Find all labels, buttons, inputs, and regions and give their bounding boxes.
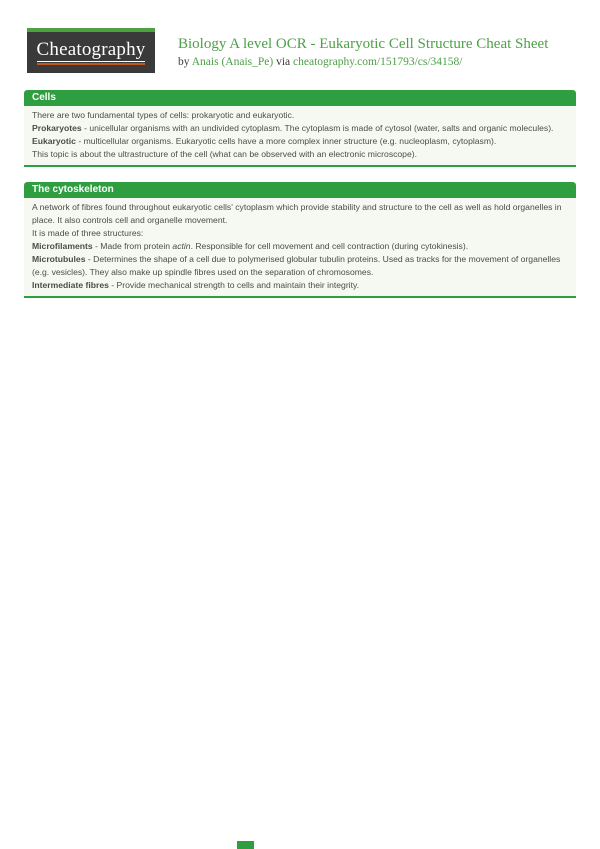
byline-by-label: by [178, 56, 190, 68]
term-label: Microtubules [32, 254, 86, 264]
cheatography-logo[interactable] [27, 28, 155, 73]
term-label: Prokaryotes [32, 123, 82, 133]
italic-term: actin [172, 241, 191, 251]
page-title[interactable]: Biology A level OCR - Eukaryotic Cell Structure Cheat Sheet [178, 36, 549, 52]
text-segment: It is made of three structures: [32, 228, 144, 238]
byline-via-label: via [276, 56, 291, 68]
text-segment: - multicellular organisms. Eukaryotic cells have a more complex inner structure (e.g. nucleoplasm, cytoplasm). [75, 136, 497, 146]
text-segment: - unicellular organisms with an undivided cytoplasm. The cytoplasm is made of cytosol (water, salts and organic molecules). [81, 123, 554, 133]
text-segment: A network of fibres found throughout eukaryotic cells' cytoplasm which provide stability and structure to the cell as well as hold organelles in place. It also controls cell and organelle movement. [32, 202, 562, 225]
byline [178, 55, 548, 69]
sections-container [0, 73, 600, 298]
section-body [24, 198, 576, 296]
sheet-url-link[interactable]: cheatography.com/151793/cs/34158/ [293, 56, 463, 68]
paragraph [32, 253, 568, 279]
paragraph [32, 122, 568, 135]
header [0, 0, 600, 73]
title-block [178, 28, 548, 69]
section-card [24, 182, 576, 298]
paragraph [32, 240, 568, 253]
cheatography-logo-text: Cheatography [36, 39, 146, 60]
next-page-fragment [237, 841, 254, 849]
paragraph [32, 227, 568, 240]
term-label: Eukaryotic [32, 136, 76, 146]
paragraph [32, 135, 568, 148]
text-segment: There are two fundamental types of cells: prokaryotic and eukaryotic. [32, 110, 295, 120]
term-label: Microfilaments [32, 241, 93, 251]
logo-orange-underline [37, 40, 146, 65]
section-title: Cells [24, 90, 576, 106]
paragraph [32, 201, 568, 227]
section-title: The cytoskeleton [24, 182, 576, 198]
section-card [24, 90, 576, 167]
text-segment: - Provide mechanical strength to cells and maintain their integrity. [108, 280, 360, 290]
paragraph [32, 148, 568, 161]
paragraph [32, 109, 568, 122]
paragraph [32, 279, 568, 292]
term-label: Intermediate fibres [32, 280, 109, 290]
text-segment: - Determines the shape of a cell due to polymerised globular tubulin proteins. Used as tracks for the movement of organelles (e.g. vesicles). They also make up spindle fibres used on the separation of chromosomes. [32, 254, 561, 277]
author-link[interactable]: Anais (Anais_Pe) [191, 56, 274, 68]
text-segment: This topic is about the ultrastructure of the cell (what can be observed with an electronic microscope). [32, 149, 417, 159]
text-segment: - Made from protein [92, 241, 173, 251]
text-segment: . Responsible for cell movement and cell contraction (during cytokinesis). [190, 241, 469, 251]
section-body [24, 106, 576, 165]
